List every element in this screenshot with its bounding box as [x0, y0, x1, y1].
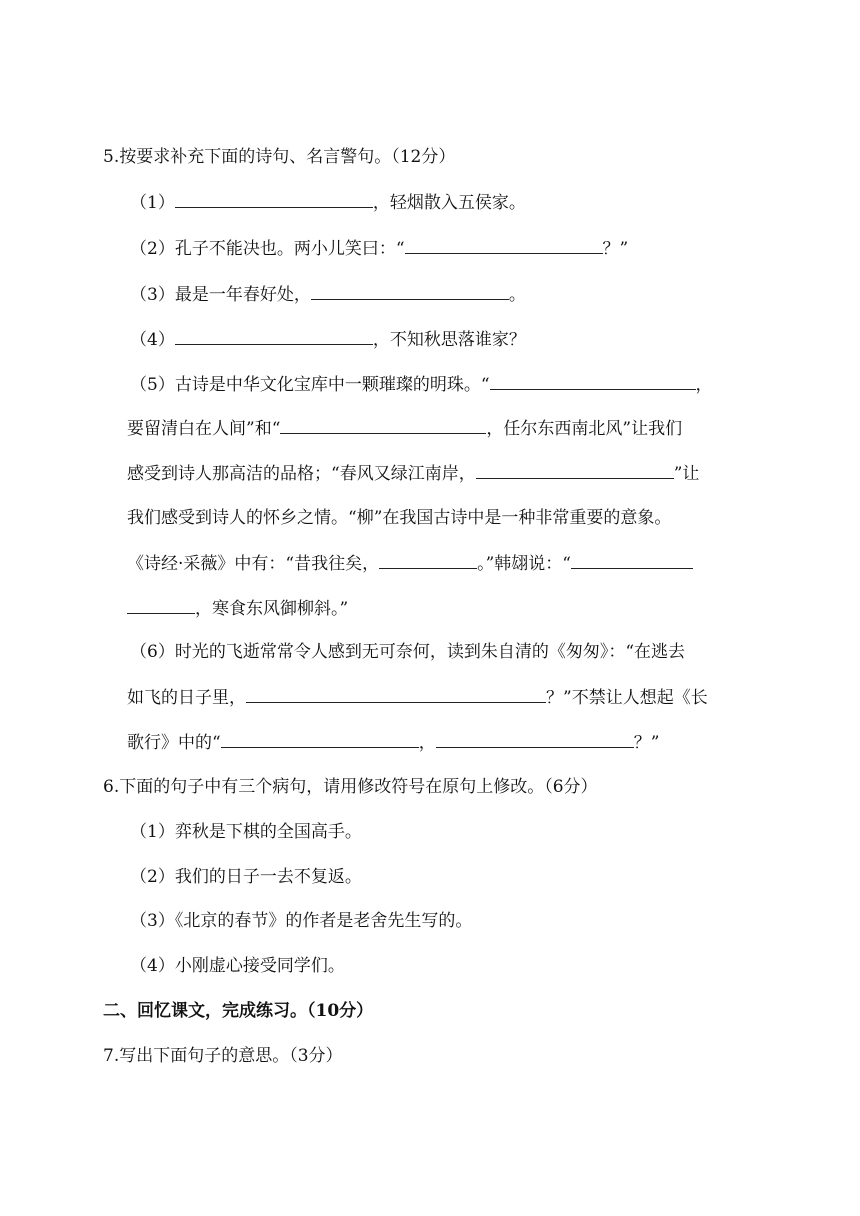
answer-blank[interactable]: [571, 552, 693, 569]
answer-blank[interactable]: [175, 191, 373, 208]
question-6-item-4: （4）小刚虚心接受同学们。: [130, 956, 345, 976]
question-5-item-5-line-2: 要留清白在人间”和“ ，任尔东西南北风”让我们: [127, 419, 683, 439]
answer-blank[interactable]: [436, 731, 634, 748]
question-5-item-5-line-1: （5）古诗是中华文化宝库中一颗璀璨的明珠。“ ，: [130, 375, 713, 395]
question-6-item-3: （3）《北京的春节》的作者是老舍先生写的。: [130, 911, 473, 931]
section-2-heading: 二、回忆课文，完成练习。（10分）: [103, 1001, 374, 1021]
question-5-item-5-line-3: 感受到诗人那高洁的品格；“春风又绿江南岸， ”让: [127, 464, 700, 484]
question-5-item-6-line-2: 如飞的日子里， ？”不禁让人想起《长: [127, 688, 708, 708]
answer-blank[interactable]: [311, 283, 509, 300]
answer-blank[interactable]: [490, 373, 696, 390]
answer-blank[interactable]: [379, 552, 477, 569]
answer-blank[interactable]: [175, 328, 373, 345]
question-5-item-6-line-1: （6）时光的飞逝常常令人感到无可奈何，读到朱自清的《匆匆》：“在逃去: [130, 642, 686, 662]
question-5-title: 5.按要求补充下面的诗句、名言警句。（12分）: [103, 147, 456, 167]
question-5-item-5-line-5: 《诗经·采薇》中有：“昔我往矣， 。”韩翃说：“: [127, 552, 693, 575]
question-5-item-1: （1） ，轻烟散入五侯家。: [130, 193, 526, 213]
answer-blank[interactable]: [280, 417, 486, 434]
question-5-item-2: （2）孔子不能决也。两小儿笑曰：“ ？”: [130, 239, 629, 259]
question-7-title: 7.写出下面句子的意思。（3分）: [103, 1046, 343, 1066]
question-5-item-5-line-4: 我们感受到诗人的怀乡之情。“柳”在我国古诗中是一种非常重要的意象。: [127, 508, 672, 528]
answer-blank[interactable]: [246, 686, 546, 703]
question-6-item-2: （2）我们的日子一去不复返。: [130, 867, 362, 887]
question-5-item-6-line-3: 歌行》中的“ ， ？”: [127, 733, 660, 753]
question-6-item-1: （1）弈秋是下棋的全国高手。: [130, 822, 362, 842]
question-5-item-4: （4） ，不知秋思落谁家？: [130, 330, 526, 350]
answer-blank[interactable]: [405, 237, 603, 254]
question-5-item-5-line-6: ，寒食东风御柳斜。”: [127, 597, 348, 620]
answer-blank[interactable]: [127, 597, 195, 614]
question-5-item-3: （3）最是一年春好处， 。: [130, 285, 526, 305]
answer-blank[interactable]: [476, 462, 674, 479]
answer-blank[interactable]: [221, 731, 419, 748]
question-6-title: 6.下面的句子中有三个病句，请用修改符号在原句上修改。（6分）: [103, 777, 598, 797]
